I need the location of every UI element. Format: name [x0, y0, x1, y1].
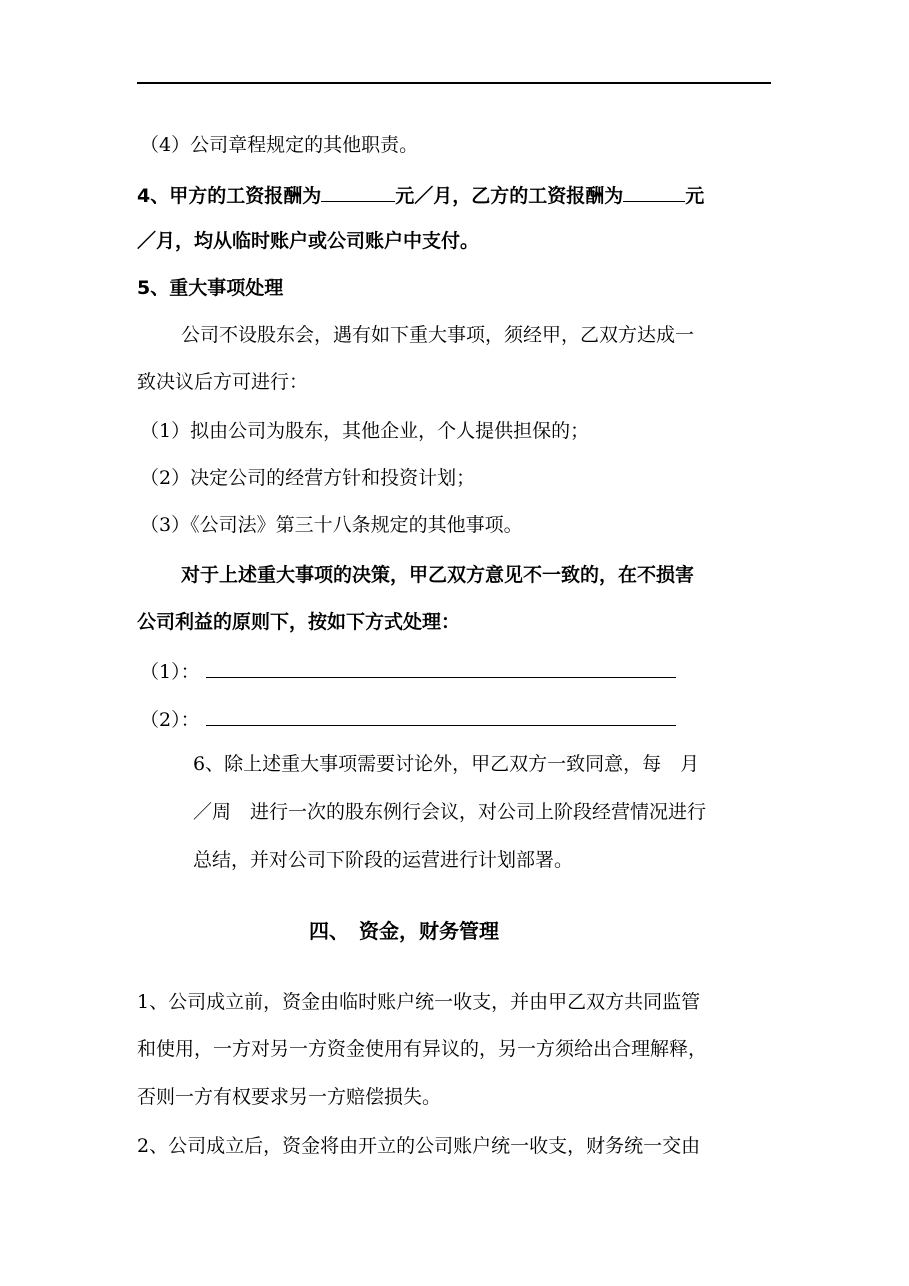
- paragraph-line: （4）公司章程规定的其他职责。: [140, 134, 419, 156]
- paragraph-line: 公司不设股东会，遇有如下重大事项，须经甲，乙双方达成一: [181, 324, 695, 346]
- list-item: （3）《公司法》第三十八条规定的其他事项。: [140, 514, 523, 536]
- section-5-title: 5、重大事项处理: [137, 277, 284, 299]
- paragraph-line: 致决议后方可进行：: [137, 371, 309, 393]
- paragraph-line: 2、公司成立后，资金将由开立的公司账户统一收支，财务统一交由: [137, 1135, 701, 1157]
- method-item-1: [140, 658, 676, 684]
- salary-text-b: 元／月，乙方的工资报酬为: [395, 185, 624, 207]
- list-item: （1）拟由公司为股东，其他企业，个人提供担保的；: [140, 420, 590, 442]
- party-b-salary-blank[interactable]: [623, 182, 685, 202]
- paragraph-line: ／周 进行一次的股东例行会议，对公司上阶段经营情况进行: [193, 801, 707, 823]
- paragraph-line: 1、公司成立前，资金由临时账户统一收支，并由甲乙双方共同监管: [137, 991, 701, 1013]
- paragraph-line: 6、除上述重大事项需要讨论外，甲乙双方一致同意，每 月: [193, 753, 700, 775]
- salary-clause: [137, 182, 704, 208]
- paragraph-line: 否则一方有权要求另一方赔偿损失。: [137, 1086, 442, 1108]
- method-1-blank[interactable]: [206, 658, 676, 678]
- section-4-heading: 四、 资金，财务管理: [309, 919, 499, 943]
- paragraph-line: 总结，并对公司下阶段的运营进行计划部署。: [193, 849, 574, 871]
- list-item: （2）决定公司的经营方针和投资计划；: [140, 467, 476, 489]
- method-item-label: （1）：: [140, 661, 200, 683]
- header-rule: [137, 82, 771, 84]
- paragraph-line: 和使用，一方对另一方资金使用有异议的，另一方须给出合理解释，: [137, 1038, 708, 1060]
- party-a-salary-blank[interactable]: [321, 182, 395, 202]
- salary-text-c: 元: [685, 185, 705, 207]
- decision-paragraph: 对于上述重大事项的决策，甲乙双方意见不一致的，在不损害: [181, 564, 695, 586]
- method-item-2: [140, 706, 676, 732]
- salary-text-a: 4、甲方的工资报酬为: [137, 185, 322, 207]
- salary-clause-cont: ／月，均从临时账户或公司账户中支付。: [137, 230, 480, 252]
- method-item-label: （2）：: [140, 709, 200, 731]
- decision-paragraph-cont: 公司利益的原则下，按如下方式处理：: [137, 611, 461, 633]
- method-2-blank[interactable]: [206, 706, 676, 726]
